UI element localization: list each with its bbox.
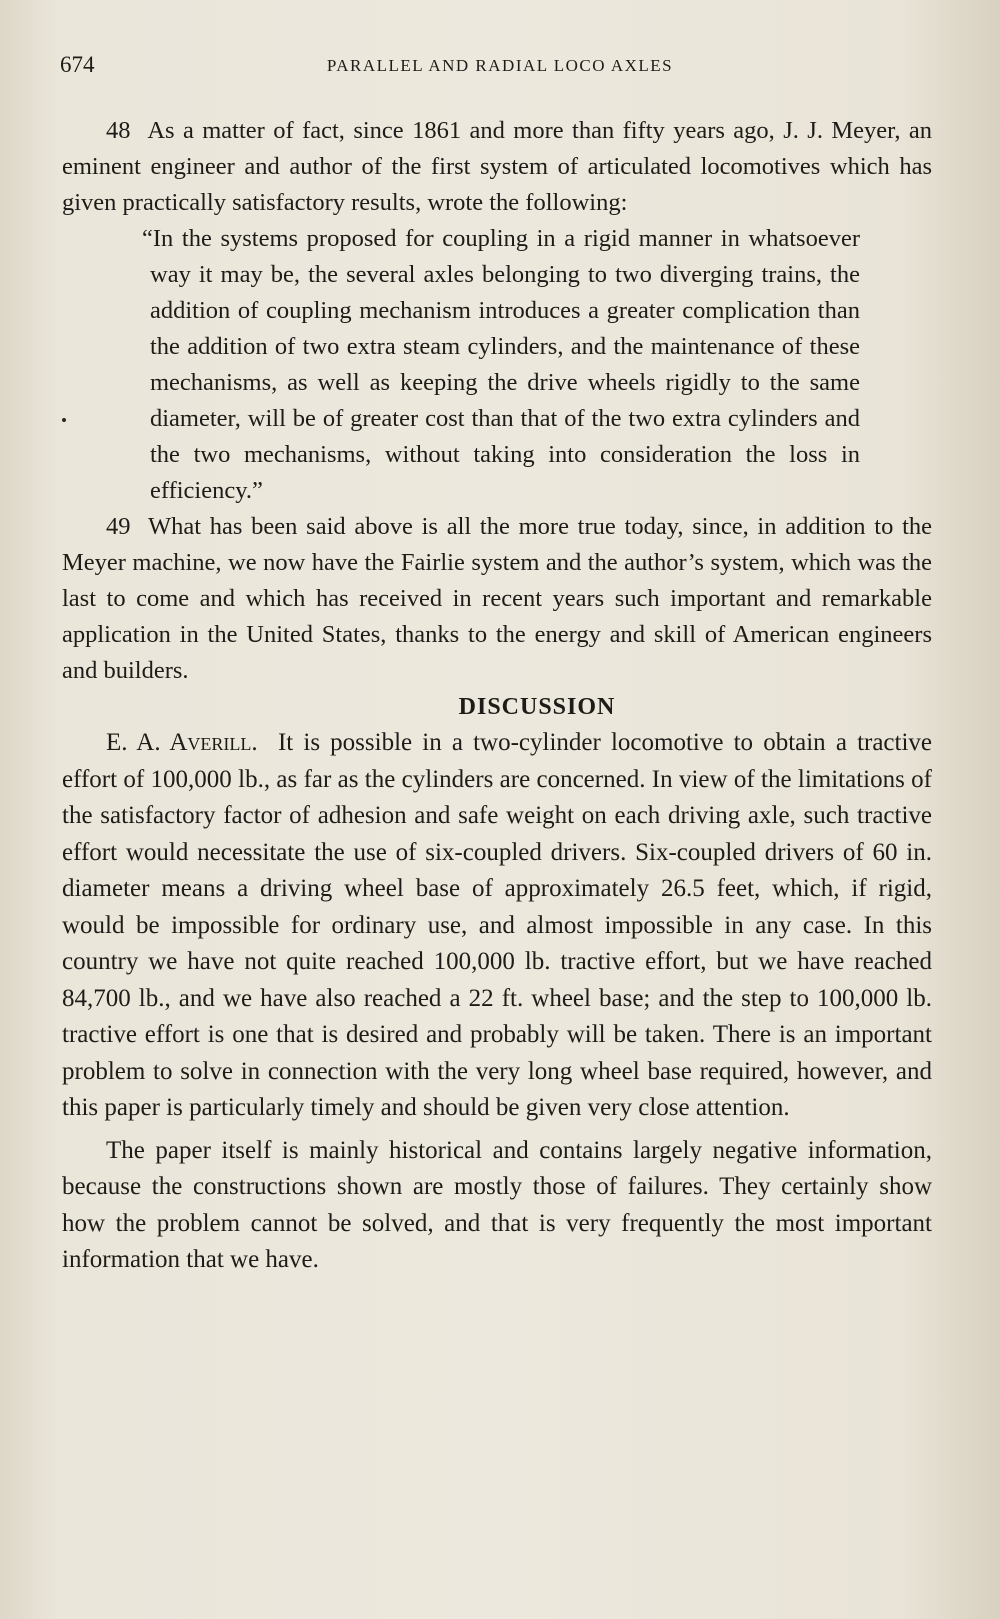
discussion-heading: DISCUSSION [458,694,616,720]
discussion-paragraph [62,725,932,1127]
discussion-text: It is possible in a two-cylinder locomotive to obtain a tractive effort of 100,000 lb., as far as the cylinders are concerned. In view of the limitations of the satisfactory factor of adhesion and safe weight on each driving axle, such tractive effort would necessitate the use of six-coupled drivers. Six-coupled drivers of 60 in. diameter means a driving wheel base of approximately 26.5 feet, which, if rigid, would be impossible for ordinary use, and almost impossible in any case. In this country we have not quite reached 100,000 lb. tractive effort, but we have reached 84,700 lb., and we have also reached a 22 ft. wheel base; and the step to 100,000 lb. tractive effort is one that is desired and probably will be taken. There is an important problem to solve in connection with the very long wheel base required, however, and this paper is particularly timely and should be given very close attention. [62,729,933,1121]
paragraph-48 [62,113,932,221]
page-body [62,113,932,1279]
page-number: 674 [60,52,95,77]
paragraph-49 [62,509,932,689]
paragraph-number: 48 [106,117,131,144]
speaker-name: E. A. Averill. [106,729,258,756]
paragraph-text: What has been said above is all the more true today, since, in addition to the Meyer machine, we now have the Fairlie system and the author’s system, which was the last to come and which has received in recent years such important and remarkable application in the United States, thanks to the energy and skill of American engineers and builders. [62,513,932,684]
block-quote: “In the systems proposed for coupling in a rigid manner in whatsoever way it may be, the several axles belonging to two diverging trains, the addition of coupling mechanism introduces a greater complication than the addition of two extra steam cylinders, and the maintenance of these mechanisms, as well as keeping the drive wheels rigidly to the same diameter, will be of greater cost than that of the two extra cylinders and the two mechanisms, without taking into consideration the loss in efficiency.” [142,225,860,504]
discussion-paragraph: The paper itself is mainly historical and contains largely negative information, because the constructions shown are mostly those of failures. They certainly show how the problem cannot be solved, and that is very frequently the most important information that we have. [62,1136,932,1273]
paragraph-text: As a matter of fact, since 1861 and more than fifty years ago, J. J. Meyer, an eminent engineer and author of the first system of articulated locomotives which has given practically satisfactory results, wrote the following: [62,117,932,216]
page-header [60,52,940,86]
running-head: PARALLEL AND RADIAL LOCO AXLES [326,56,674,75]
paragraph-number: 49 [106,513,131,540]
